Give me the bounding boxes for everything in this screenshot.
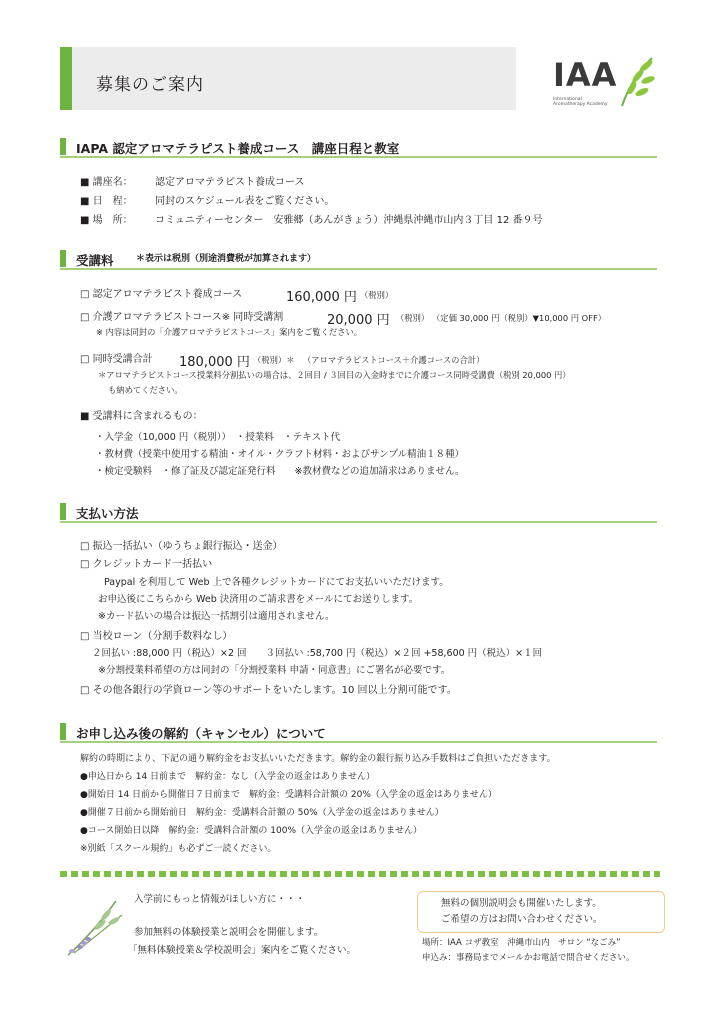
cancel-rule: ●コース開始日以降 解約金：受講料合計額の 100%（入学金の返金はありません） [80,826,422,836]
section-title-payment: 支払い方法 [76,506,139,521]
payment-option: □ その他各銀行の学資ローン等のサポートをいたします。10 回以上分割可能です。 [80,685,457,696]
payment-detail: ２回払い :88,000 円（税込）×2 回 ３回払い :58,700 円（税込）×２回 +58,600 円（税込）×１回 [92,648,543,659]
section-accent-bar [60,723,66,740]
fee1-tax: （税別） [360,290,394,300]
fee2-price: 20,000 円 [327,313,390,328]
fee2-tax: （税別） [396,313,430,323]
footer-line: 参加無料の体験授業と説明会を開催します。 [134,927,324,938]
cancel-note: ※別紙「スクール規約」も必ずご一読ください。 [80,844,277,854]
payment-detail: ※分割授業料希望の方は同封の「分割授業料 申請・同意書」にご署名が必要です。 [98,665,451,676]
section-title-fee: 受講料 [76,253,114,268]
schedule-label: ■ 日 程： [80,196,133,207]
fee3-price: 180,000 円 [179,355,250,370]
section-title-cancellation: お申し込み後の解約（キャンセル）について [76,726,326,741]
section-accent-bar [60,250,66,267]
footer-line: 「無料体験授業＆学校説明会」案内をご覧ください。 [128,945,357,956]
title-accent-bar [60,47,72,110]
fee3-sub-note-2: も納めてください。 [108,385,183,395]
section-accent-bar [60,503,66,520]
fee3-sub-note-1: ＊アロマテラピストコース授業料分割払いの場合は、２回目 / ３回目の入金時までに介護コース同時受講費（税別 20,000 円） [98,370,571,380]
place-label: ■ 場 所： [80,215,133,226]
payment-option: □ クレジットカード一括払い [80,559,213,570]
footer-intro: 入学前にもっと情報がほしい方に・・・ [134,894,306,905]
section-accent-bar [60,138,66,155]
includes-item: ・教材費（授業中使用する精油・オイル・クラフト材料・およびサンプル精油１８種） [95,449,465,460]
payment-detail: ※カード払いの場合は振込一括割引は適用されません。 [98,611,335,622]
logo-subtitle: International Aromatherapy Academy [553,97,608,107]
payment-detail: Paypal を利用して Web 上で各種クレジットカードにてお支払いいただけます。 [104,577,449,588]
fee3-note: （アロマテラピストコース＋介護コースの合計） [303,355,485,365]
schedule-value: 同封のスケジュール表をご覧ください。 [155,196,335,207]
fee1-label: □ 認定アロマテラピスト養成コース [80,289,243,300]
section-divider [60,521,657,523]
place-value: コミュニティーセンター 安雅郷（あんがきょう）沖縄県沖縄市山内３丁目 12 番９号 [155,215,543,226]
section-divider [60,156,657,158]
payment-option: □ 振込一括払い（ゆうちょ銀行振込・送金） [80,541,283,552]
includes-title: ■ 受講料に含まれるもの： [80,411,203,422]
dotted-divider [60,871,660,877]
box-line: ご希望の方はお問い合わせください。 [441,914,603,925]
payment-detail: お申込後にこちらから Web 決済用のご請求書をメールにてお送りします。 [98,594,419,605]
fee3-tax: （税別）＊ [253,355,295,365]
course-name-value: 認定アロマテラピスト養成コース [155,177,305,188]
course-name-label: ■ 講座名： [80,177,133,188]
footer-apply: 申込み：事務局までメールかお電話で問合せください。 [422,953,635,963]
cancel-rule: ●開始日 14 日前から開催日７日前まで 解約金：受講料合計額の 20%（入学金の返金はありません） [80,790,497,800]
includes-item: ・検定受験料 ・修了証及び認定証発行料 ※教材費などの追加請求はありません。 [95,466,465,477]
fee2-label: □ 介護アロマテラピストコース※ 同時受講割 [80,312,284,323]
fee1-price: 160,000 円 [286,290,357,305]
payment-option: □ 当校ローン（分割手数料なし） [80,631,233,642]
footer-place: 場所：IAA コザ教室 沖縄市山内 サロン “なごみ” [422,938,621,948]
logo-text: IAA [553,56,618,94]
section-divider [60,268,657,270]
fee2-sub-note: ※ 内容は同封の「介護アロマテラピストコース」案内をご覧ください。 [96,327,363,337]
section-divider [60,741,657,743]
lavender-illustration [60,893,130,963]
section-title-schedule: IAPA 認定アロマテラピスト養成コース 講座日程と教室 [76,141,400,156]
cancel-rule: ●申込日から 14 日前まで 解約金：なし（入学金の返金はありません） [80,772,376,782]
cancel-intro: 解約の時期により、下記の通り解約金をお支払いいただきます。解約金の銀行振り込み手数料はご負担いただきます。 [80,754,556,764]
fee-tax-note: ＊表示は税別（別途消費税が加算されます） [136,254,317,264]
fee3-label: □ 同時受講合計 [80,354,153,365]
cancel-rule: ●開催７日前から開始前日 解約金：受講料合計額の 50%（入学金の返金はありません） [80,808,444,818]
box-line: 無料の個別説明会も開催いたします。 [441,898,602,909]
fee2-discount-note: （定価 30,000 円（税別）▼10,000 円 OFF） [432,313,607,323]
includes-item: ・入学金（10,000 円（税別）） ・授業料 ・テキスト代 [95,432,341,443]
page-title: 募集のご案内 [96,75,204,95]
